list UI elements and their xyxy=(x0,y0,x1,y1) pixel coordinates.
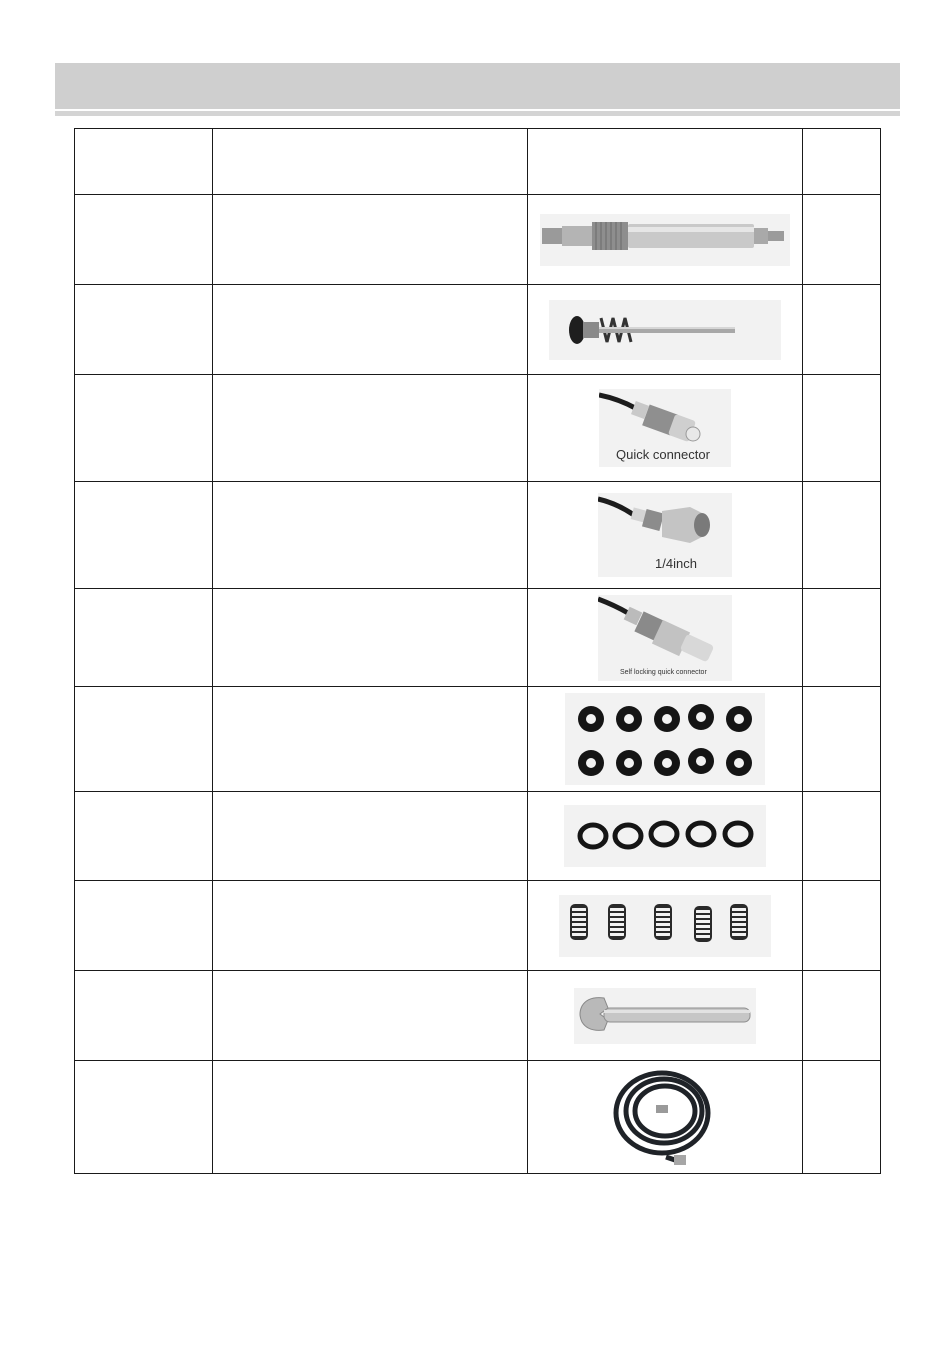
table-cell xyxy=(803,589,881,687)
wrench-icon xyxy=(574,988,756,1044)
handpiece-icon xyxy=(540,214,790,266)
table-cell xyxy=(213,375,528,482)
table-row xyxy=(75,1061,881,1174)
table-cell-image xyxy=(528,375,803,482)
table-header-row xyxy=(75,129,881,195)
table-cell xyxy=(803,195,881,285)
column-header xyxy=(803,129,881,195)
table-cell xyxy=(213,971,528,1061)
table-row xyxy=(75,792,881,881)
column-header xyxy=(75,129,213,195)
section-header-bar xyxy=(55,63,900,109)
parts-list-table xyxy=(74,128,881,1174)
springs-icon xyxy=(559,895,771,957)
table-cell-image xyxy=(528,285,803,375)
table-row xyxy=(75,195,881,285)
table-cell-image xyxy=(528,1061,803,1174)
table-cell-image xyxy=(528,792,803,881)
table-cell xyxy=(803,792,881,881)
table-cell xyxy=(75,1061,213,1174)
table-cell xyxy=(213,285,528,375)
table-cell xyxy=(75,589,213,687)
table-cell xyxy=(75,375,213,482)
table-cell xyxy=(803,375,881,482)
table-cell xyxy=(213,589,528,687)
table-cell xyxy=(213,1061,528,1174)
table-cell-image xyxy=(528,482,803,589)
table-cell xyxy=(803,971,881,1061)
table-cell xyxy=(75,792,213,881)
table-row xyxy=(75,589,881,687)
table-cell xyxy=(213,687,528,792)
table-row xyxy=(75,375,881,482)
table-cell xyxy=(803,1061,881,1174)
table-cell-image xyxy=(528,195,803,285)
table-row xyxy=(75,482,881,589)
table-cell xyxy=(75,482,213,589)
table-cell xyxy=(213,792,528,881)
section-header-rule xyxy=(55,111,900,116)
column-header xyxy=(528,129,803,195)
needle-spring-icon xyxy=(549,300,781,360)
table-cell xyxy=(803,285,881,375)
table-row xyxy=(75,971,881,1061)
image-caption: Quick connector xyxy=(616,447,710,462)
table-cell-image xyxy=(528,971,803,1061)
table-row xyxy=(75,687,881,792)
image-caption: Self locking quick connector xyxy=(620,669,707,676)
table-cell xyxy=(213,482,528,589)
air-hose-icon xyxy=(610,1065,720,1169)
table-row xyxy=(75,285,881,375)
table-cell-image xyxy=(528,881,803,971)
table-cell xyxy=(75,195,213,285)
table-cell xyxy=(803,687,881,792)
table-cell xyxy=(75,285,213,375)
small-o-rings-icon xyxy=(565,693,765,785)
image-caption: 1/4inch xyxy=(655,556,697,571)
table-cell xyxy=(213,881,528,971)
table-cell xyxy=(75,687,213,792)
table-cell-image xyxy=(528,687,803,792)
table-cell xyxy=(213,195,528,285)
column-header xyxy=(213,129,528,195)
table-cell xyxy=(75,881,213,971)
table-cell xyxy=(803,881,881,971)
table-cell xyxy=(803,482,881,589)
large-o-rings-icon xyxy=(564,805,766,867)
table-cell-image xyxy=(528,589,803,687)
table-row xyxy=(75,881,881,971)
table-cell xyxy=(75,971,213,1061)
self-locking-connector-icon xyxy=(598,595,732,681)
